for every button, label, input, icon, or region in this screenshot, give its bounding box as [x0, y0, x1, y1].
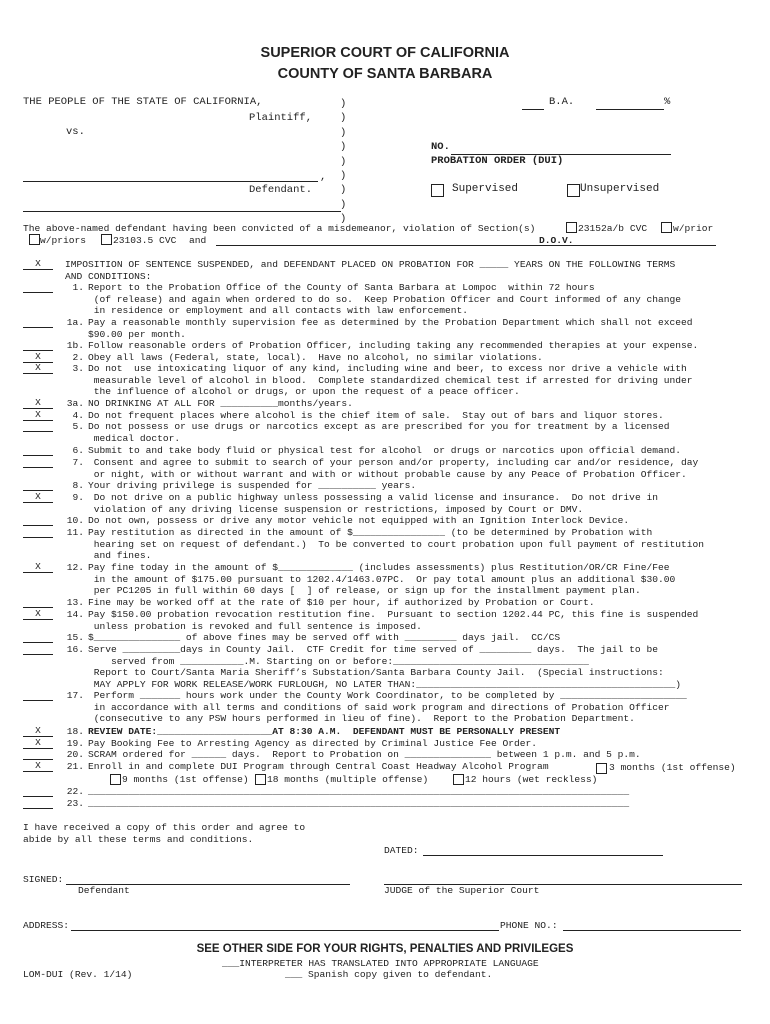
condition-number: 4. — [72, 410, 84, 421]
caption-comma: , — [320, 171, 327, 183]
23103-label: 23103.5 CVC — [113, 235, 177, 246]
condition-text: SCRAM ordered for ______ days. Report to Probation on _______________ between 1 p.m. and 5 p.m. — [88, 749, 641, 760]
unsupervised-checkbox[interactable] — [567, 184, 580, 197]
form-id: LOM-DUI (Rev. 1/14) — [23, 969, 133, 980]
defendant-name-line[interactable] — [23, 181, 318, 182]
condition-number: 1. — [72, 282, 84, 293]
condition-number: 14. — [66, 609, 84, 620]
program-3mo-label: 3 months (1st offense) — [609, 762, 736, 773]
signed-label: SIGNED: — [23, 874, 64, 885]
condition-number: 23. — [66, 798, 84, 809]
condition-text: IMPOSITION OF SENTENCE SUSPENDED, and DEFENDANT PLACED ON PROBATION FOR _____ YEARS ON THE FOLLOWING TERMS AND CONDITIONS: — [65, 259, 676, 282]
condition-number: 22. — [66, 786, 84, 797]
condition-number: 16. — [66, 644, 84, 655]
program-9mo-checkbox[interactable] — [110, 774, 121, 785]
condition-text: Do not drive on a public highway unless possessing a valid license and insurance. Do not drive in violation of any driving license suspension or restrictions, imposed by Court or DMV. — [93, 492, 658, 515]
condition-mark-selected[interactable]: X — [23, 609, 53, 620]
condition-mark-blank[interactable] — [23, 691, 53, 701]
program-12hr-label: 12 hours (wet reckless) — [465, 774, 598, 785]
condition-text: Serve __________days in County Jail. CTF Credit for time served of _________ days. The jail to be served from ___________.M. Starting on or before:__________________________________ Report to Court/Santa Maria Sheriff’s Substation/Santa Barbara County Jail. (Special instructions: MAY APPLY FOR WORK RELEASE/WORK FURLOUGH, NO LATER THAN:_____________________________________________) — [88, 644, 681, 690]
condition-text: Do not use intoxicating liquor of any kind, including wine and beer, to excess nor drive a vehicle with measurable level of alcohol in blood. Complete standardized chemical test if arrested for driving under the influence of alcohol or drugs, or upon the request of a peace officer. — [88, 363, 693, 398]
condition-number: 3. — [72, 363, 84, 374]
condition-number: 6. — [72, 445, 84, 456]
23152-label: 23152a/b CVC — [578, 223, 648, 234]
condition-mark-blank[interactable] — [23, 481, 53, 491]
other-section-line[interactable] — [216, 245, 716, 246]
ba-percent: % — [664, 96, 671, 108]
condition-text: $_______________ of above fines may be served off with _________ days jail. CC/CS — [88, 632, 561, 643]
condition-text: Report to the Probation Office of the County of Santa Barbara at Lompoc within 72 hours (of release) and again when ordered to do so. Keep Probation Officer and Court informed of any change in residence or employment and all contacts with law enforcement. — [88, 282, 681, 317]
condition-text: Pay restitution as directed in the amount of $________________ (to be determined by Probation with hearing set on request of defendant.) To be converted to court probation upon full payment of restitution and fines. — [88, 527, 705, 562]
condition-number: 9. — [72, 492, 84, 503]
condition-mark-blank[interactable] — [23, 598, 53, 608]
condition-mark-selected[interactable]: X — [23, 562, 53, 573]
address-label: ADDRESS: — [23, 920, 70, 931]
condition-text: REVIEW DATE:____________________AT 8:30 A.M. DEFENDANT MUST BE PERSONALLY PRESENT — [88, 726, 561, 737]
condition-text: Perform _______ hours work under the County Work Coordinator, to be completed by ______________________ in accordance with all terms and conditions of said work program and directions of Probation Officer (consecutive to any PSW hours performed in lieu of fine). Report to the Probation Department. — [93, 690, 687, 725]
condition-text: Follow reasonable orders of Probation Officer, including taking any recommended therapies at your expense. — [88, 340, 699, 351]
condition-number: 17. — [66, 690, 84, 701]
condition-mark-blank[interactable] — [23, 422, 53, 432]
conviction-intro: The above-named defendant having been convicted of a misdemeanor, violation of Section(s) — [23, 223, 536, 234]
condition-number: 11. — [66, 527, 84, 538]
condition-text: Pay $150.00 probation revocation restitution fine. Pursuant to section 1202.44 PC, this fine is suspended unless probation is revoked and full sentence is imposed. — [88, 609, 699, 632]
condition-text: Do not own, possess or drive any motor vehicle not equipped with an Ignition Interlock Device. — [88, 515, 630, 526]
defendant-sig-label: Defendant — [78, 885, 130, 896]
dated-line[interactable] — [423, 855, 663, 856]
condition-number: 18. — [66, 726, 84, 737]
dov-label: D.O.V. — [539, 235, 574, 246]
w-prior-label: w/prior — [673, 223, 714, 234]
23103-checkbox[interactable] — [101, 234, 112, 245]
condition-mark-blank[interactable] — [23, 458, 53, 468]
condition-mark-selected[interactable]: X — [23, 738, 53, 749]
court-title: SUPERIOR COURT OF CALIFORNIA — [260, 45, 510, 61]
condition-number: 1a. — [66, 317, 84, 328]
condition-number: 5. — [72, 421, 84, 432]
condition-text: Submit to and take body fluid or physical test for alcohol or drugs or narcotics upon official demand. — [88, 445, 681, 456]
condition-mark-selected[interactable]: X — [23, 259, 53, 270]
receipt-text: I have received a copy of this order and agree to abide by all these terms and conditions. — [23, 822, 306, 845]
condition-text: Pay a reasonable monthly supervision fee as determined by the Probation Department which shall not exceed $90.00 per month. — [88, 317, 693, 340]
vs-label: vs. — [66, 126, 85, 138]
spanish-copy-line: ___ Spanish copy given to defendant. — [285, 969, 493, 980]
county-title: COUNTY OF SANTA BARBARA — [277, 66, 493, 82]
condition-mark-blank[interactable] — [23, 799, 53, 809]
condition-mark-blank[interactable] — [23, 446, 53, 456]
condition-text: ______________________________________________________________________________________________ — [88, 798, 630, 809]
dated-label: DATED: — [384, 845, 419, 856]
condition-number: 15. — [66, 632, 84, 643]
address-line[interactable] — [71, 930, 499, 931]
condition-text: NO DRINKING AT ALL FOR __________months/years. — [88, 398, 353, 409]
condition-mark-blank[interactable] — [23, 633, 53, 643]
interpreter-line: ___INTERPRETER HAS TRANSLATED INTO APPROPRIATE LANGUAGE — [222, 958, 539, 969]
program-18mo-label: 18 months (multiple offense) — [267, 774, 429, 785]
condition-number: 19. — [66, 738, 84, 749]
condition-mark-blank[interactable] — [23, 787, 53, 797]
phone-line[interactable] — [563, 930, 741, 931]
condition-number: 10. — [66, 515, 84, 526]
defendant-label: Defendant. — [249, 184, 313, 196]
condition-mark-blank[interactable] — [23, 341, 53, 351]
w-prior-checkbox[interactable] — [661, 222, 672, 233]
condition-text: Your driving privilege is suspended for __________ years. — [88, 480, 417, 491]
condition-text: Pay Booking Fee to Arresting Agency as directed by Criminal Justice Fee Order. — [88, 738, 538, 749]
condition-mark-selected[interactable]: X — [23, 363, 53, 374]
condition-mark-selected[interactable]: X — [23, 726, 53, 737]
caption-bottom-line — [23, 211, 341, 212]
condition-mark-blank[interactable] — [23, 318, 53, 328]
condition-text: Obey all laws (Federal, state, local). Have no alcohol, no similar violations. — [88, 352, 543, 363]
condition-text: Fine may be worked off at the rate of $10 per hour, if authorized by Probation or Court. — [88, 597, 595, 608]
plaintiff-label: Plaintiff, — [249, 112, 313, 124]
condition-mark-blank[interactable] — [23, 283, 53, 293]
condition-mark-selected[interactable]: X — [23, 410, 53, 421]
condition-mark-blank[interactable] — [23, 528, 53, 538]
phone-label: PHONE NO.: — [500, 920, 558, 931]
w-priors-checkbox[interactable] — [29, 234, 40, 245]
condition-number: 3a. — [66, 398, 84, 409]
condition-number: 8. — [72, 480, 84, 491]
condition-number: 1b. — [66, 340, 84, 351]
unsupervised-label: Unsupervised — [580, 183, 660, 195]
condition-text: Do not frequent places where alcohol is the chief item of sale. Stay out of bars and liquor stores. — [88, 410, 664, 421]
rights-notice: SEE OTHER SIDE FOR YOUR RIGHTS, PENALTIES AND PRIVILEGES — [196, 943, 574, 955]
judge-sig-label: JUDGE of the Superior Court — [384, 885, 540, 896]
ba-label: B.A. — [549, 96, 575, 108]
condition-number: 13. — [66, 597, 84, 608]
program-9mo-label: 9 months (1st offense) — [122, 774, 249, 785]
supervised-checkbox[interactable] — [431, 184, 444, 197]
condition-text: ______________________________________________________________________________________________ — [88, 786, 630, 797]
ba-value-line[interactable] — [596, 109, 664, 110]
people-label: THE PEOPLE OF THE STATE OF CALIFORNIA, — [23, 96, 263, 108]
condition-mark-selected[interactable]: X — [23, 352, 53, 363]
condition-number: 20. — [66, 749, 84, 760]
condition-number: 21. — [66, 761, 84, 772]
condition-number: 2. — [72, 352, 84, 363]
caption-parens: ) ) ) ) ) ) ) ) ) — [340, 98, 347, 226]
condition-mark-blank[interactable] — [23, 750, 53, 760]
program-3mo-checkbox[interactable] — [596, 763, 607, 774]
condition-text: Pay fine today in the amount of $_____________ (includes assessments) plus Restitution/OR/CR Fine/Fee in the amount of $175.00 pursuant to 1202.4/1463.07PC. Or pay total amount plus an additional $30.00 per PC1205 in full within 60 days [ ] of release, or sign up for the installment payment plan. — [88, 562, 676, 597]
condition-text: Enroll in and complete DUI Program through Central Coast Headway Alcohol Program — [88, 761, 549, 772]
condition-text: Do not possess or use drugs or narcotics except as are prescribed for you for treatment by a licensed medical doctor. — [88, 421, 670, 444]
condition-number: 7. — [72, 457, 84, 468]
supervised-label: Supervised — [452, 183, 519, 195]
condition-text: Consent and agree to submit to search of your person and/or property, including car and/or residence, day or night, with or without warrant and with or without probable cause by any Peace of Probation Officer. — [93, 457, 699, 480]
condition-mark-selected[interactable]: X — [23, 492, 53, 503]
program-18mo-checkbox[interactable] — [255, 774, 266, 785]
condition-mark-blank[interactable] — [23, 645, 53, 655]
w-priors-label: w/priors — [40, 235, 87, 246]
condition-mark-selected[interactable]: X — [23, 761, 53, 772]
condition-number: 12. — [66, 562, 84, 573]
case-no-label: NO. — [431, 141, 450, 153]
23152-checkbox[interactable] — [566, 222, 577, 233]
condition-mark-selected[interactable]: X — [23, 398, 53, 409]
program-12hr-checkbox[interactable] — [453, 774, 464, 785]
ba-blank[interactable] — [522, 109, 544, 110]
and-label: and — [189, 235, 207, 246]
condition-mark-blank[interactable] — [23, 516, 53, 526]
order-title: PROBATION ORDER (DUI) — [431, 155, 564, 167]
